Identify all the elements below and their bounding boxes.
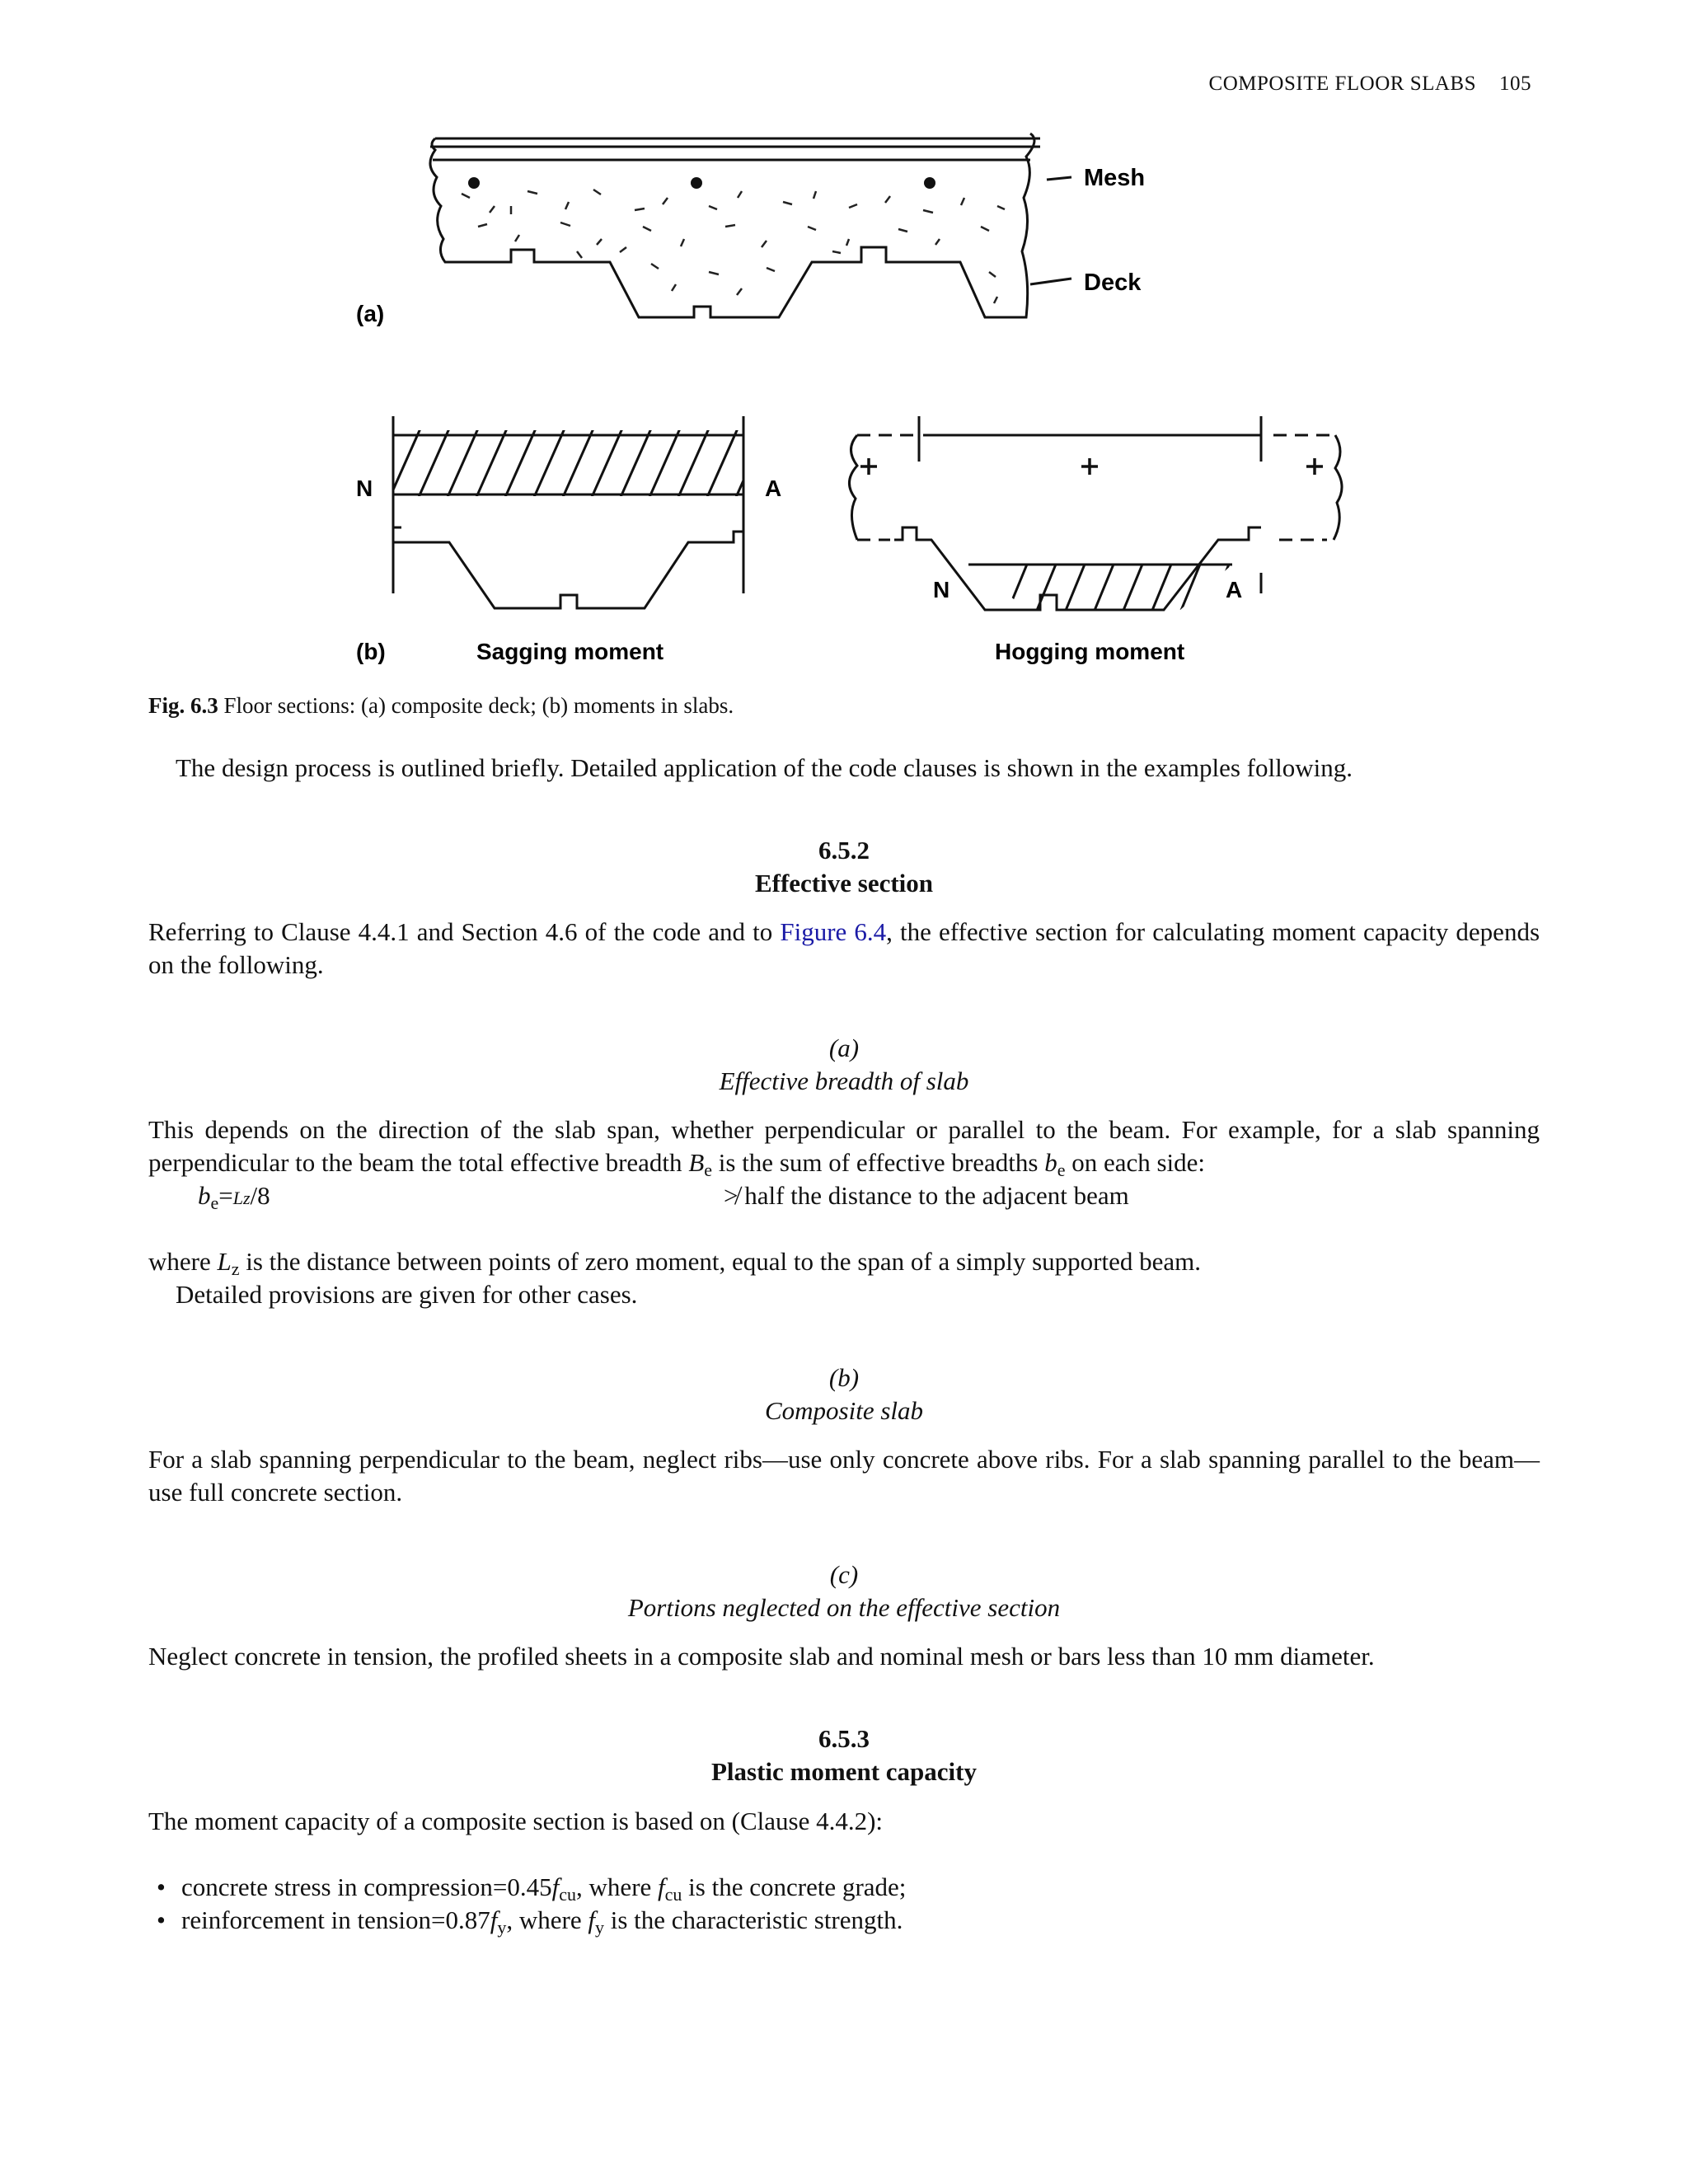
capacity-list <box>157 1871 906 1937</box>
list-item <box>157 1871 906 1904</box>
subsection-title-c: Portions neglected on the effective section <box>627 1593 1061 1622</box>
deck-label: Deck <box>1084 269 1142 296</box>
sagging-caption: Sagging moment <box>476 639 664 664</box>
b2-f2: f <box>588 1905 595 1934</box>
sagging-deck <box>396 532 743 608</box>
section-number-652: 6.5.2 <box>818 836 870 865</box>
paragraph-a3: Detailed provisions are given for other cases. <box>176 1280 638 1309</box>
b1-f: f <box>551 1872 560 1901</box>
tension-crosses <box>860 458 1323 475</box>
b2-f: f <box>490 1905 498 1934</box>
b2-y2: y <box>594 1917 604 1938</box>
figure-6-3 <box>0 0 1688 684</box>
hogging-caption: Hogging moment <box>995 639 1185 664</box>
subsection-label-a: (a) <box>828 1033 860 1062</box>
p-a1-end: on each side: <box>1071 1148 1206 1177</box>
paragraph-653: The moment capacity of a composite section is based on (Clause 4.4.2): <box>148 1807 884 1835</box>
eq-equals: = <box>218 1181 233 1210</box>
deck-section-a <box>430 134 1071 317</box>
mesh-bars <box>468 177 935 189</box>
symbol-B: B <box>688 1148 705 1177</box>
b2-end: is the characteristic strength. <box>610 1905 903 1934</box>
subsection-title-a: Effective breadth of slab <box>719 1066 969 1095</box>
hogging-outline <box>919 416 1261 593</box>
sub-z: z <box>231 1258 240 1279</box>
b2-where: , where <box>506 1905 582 1934</box>
subsection-label-b: (b) <box>828 1363 860 1392</box>
mesh-label: Mesh <box>1084 165 1146 191</box>
section-title-653: Plastic moment capacity <box>711 1757 977 1786</box>
figure-caption <box>148 693 734 719</box>
figure-label-b: (b) <box>356 639 386 664</box>
concrete-aggregate <box>462 190 1005 303</box>
b1-where: , where <box>576 1872 652 1901</box>
sub-e2: e <box>1057 1160 1066 1180</box>
paragraph-c: Neglect concrete in tension, the profiled sheets in a composite slab and nominal mesh or bars less than 10 mm diameter. <box>148 1642 1375 1671</box>
sub-e: e <box>704 1160 713 1180</box>
page-number: 105 <box>1499 73 1531 95</box>
eq-sub-e: e <box>210 1193 219 1213</box>
equation-be <box>198 1179 270 1215</box>
paragraph-a2 <box>148 1245 1540 1278</box>
subsection-title-b: Composite slab <box>764 1396 924 1425</box>
intro-paragraph: The design process is outlined briefly. Detailed application of the code clauses is shown in the examples following. <box>176 753 1353 782</box>
sagging-diagram <box>387 416 767 608</box>
leader-lines <box>1030 177 1071 284</box>
equation-limit: ≯ half the distance to the adjacent beam <box>724 1181 1129 1210</box>
hogging-diagram <box>849 416 1342 626</box>
p652-before: Referring to Clause 4.4.1 and Section 4.6 of the code and to <box>148 917 781 946</box>
b2-y: y <box>497 1917 507 1938</box>
p-a1-mid: is the sum of effective breadths <box>718 1148 1039 1177</box>
hogging-n: N <box>933 577 950 602</box>
break-left <box>849 435 857 540</box>
section-number-653: 6.5.3 <box>818 1724 870 1753</box>
list-item <box>157 1904 906 1937</box>
section-title-652: Effective section <box>754 869 934 898</box>
eq-div: /8 <box>250 1181 270 1210</box>
p-a2-where: where <box>148 1247 211 1276</box>
hogging-a: A <box>1226 577 1243 602</box>
break-right <box>1334 435 1342 540</box>
b1-cu: cu <box>559 1884 577 1905</box>
paragraph-652 <box>148 916 1540 982</box>
p-a1-text: This depends on the direction of the slab span, whether perpendicular or parallel to the beam. For example, for a slab spanning perpendicular to the beam the total effective breadth <box>148 1115 1540 1177</box>
sagging-a: A <box>765 476 782 501</box>
paragraph-a1 <box>148 1113 1540 1179</box>
adjacent-slab-dashed <box>857 435 1335 540</box>
b1-end: is the concrete grade; <box>688 1872 907 1901</box>
caption-label: Fig. 6.3 <box>148 693 218 718</box>
subsection-label-c: (c) <box>829 1560 859 1589</box>
sagging-n: N <box>356 476 373 501</box>
compression-hatch <box>387 429 767 503</box>
eq-b: b <box>198 1181 211 1210</box>
symbol-b: b <box>1044 1148 1057 1177</box>
eq-Lz: Lz <box>232 1188 251 1208</box>
figure-label-a: (a) <box>356 301 385 326</box>
caption-text: Floor sections: (a) composite deck; (b) moments in slabs. <box>223 693 734 718</box>
b2-pre: reinforcement in tension=0.87 <box>181 1905 490 1934</box>
symbol-L: L <box>217 1247 232 1276</box>
paragraph-b: For a slab spanning perpendicular to the beam, neglect ribs—use only concrete above ribs. For a slab spanning parallel to the beam—use full concrete section. <box>148 1445 1540 1507</box>
running-title: COMPOSITE FLOOR SLABS <box>1208 73 1476 95</box>
b1-f2: f <box>658 1872 665 1901</box>
b1-pre: concrete stress in compression=0.45 <box>181 1872 552 1901</box>
p652-after: , the effective section for calculating moment capacity depends on the following. <box>148 917 1540 979</box>
figure-6-4-link[interactable]: Figure 6.4 <box>780 917 887 946</box>
slab-top-lines <box>430 138 1040 160</box>
p-a2-rest: is the distance between points of zero moment, equal to the span of a simply supported beam. <box>246 1247 1202 1276</box>
sagging-outline <box>393 416 743 593</box>
b1-cu2: cu <box>664 1884 682 1905</box>
